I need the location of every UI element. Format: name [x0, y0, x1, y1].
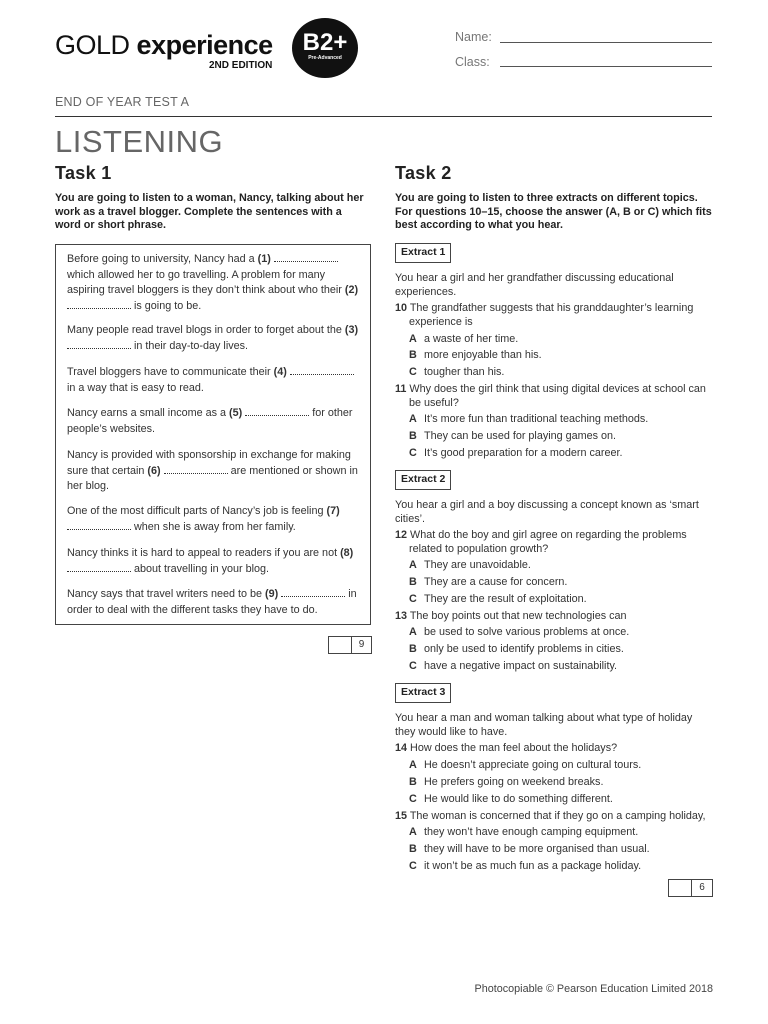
q11-option-c[interactable]: C It’s good preparation for a modern career. — [409, 447, 623, 459]
extract-2-context: You hear a girl and a boy discussing a concept known as ‘smart cities’. — [395, 499, 699, 525]
class-label: Class: — [455, 55, 490, 69]
q15-option-c[interactable]: C it won’t be as much fun as a package holiday. — [409, 860, 642, 872]
task1-item-5: Nancy is provided with sponsorship in exchange for making sure that certain (6) are mentioned or shown in her blog. — [67, 449, 358, 492]
brand-experience: experience — [136, 30, 273, 60]
header-divider — [55, 116, 712, 117]
test-title: END OF YEAR TEST A — [55, 95, 190, 109]
q13-option-b[interactable]: B only be used to identify problems in cities. — [409, 643, 624, 655]
question-14: 14 How does the man feel about the holidays? — [395, 742, 618, 754]
task1-heading: Task 1 — [55, 163, 112, 183]
task2-instructions: You are going to listen to three extracts on different topics. For questions 10–15, choose the answer (A, B or C) which fits best according to what you hear. — [395, 192, 712, 231]
q13-option-a[interactable]: A be used to solve various problems at once. — [409, 626, 630, 638]
gap-1[interactable] — [274, 252, 338, 262]
task1-item-3: Travel bloggers have to communicate their (4) in a way that is easy to read. — [67, 365, 363, 396]
gap-6[interactable] — [164, 464, 228, 474]
q11-option-b[interactable]: B They can be used for playing games on. — [409, 430, 617, 442]
brand-logo — [55, 30, 273, 61]
q14-option-a[interactable]: A He doesn’t appreciate going on cultural tours. — [409, 759, 642, 771]
q10-option-b[interactable]: B more enjoyable than his. — [409, 349, 542, 361]
task1-instructions: You are going to listen to a woman, Nancy, talking about her work as a travel blogger. Complete the sentences with a word or short phrase. — [55, 192, 364, 231]
gap-2[interactable] — [67, 299, 131, 309]
q10-option-a[interactable]: A a waste of her time. — [409, 333, 519, 345]
name-label: Name: — [455, 30, 492, 44]
q14-option-c[interactable]: C He would like to do something different. — [409, 793, 613, 805]
gap-3[interactable] — [67, 339, 131, 349]
brand-gold: GOLD — [55, 30, 130, 60]
level-badge — [292, 18, 358, 78]
task1-item-2: Many people read travel blogs in order to forget about the (3) in their day-to-day lives. — [67, 324, 359, 352]
gap-5[interactable] — [245, 406, 309, 416]
q12-option-b[interactable]: B They are a cause for concern. — [409, 576, 568, 588]
level-subtext: Pre-Advanced — [308, 55, 342, 61]
task1-score: 9 — [358, 639, 365, 650]
task1-item-6: One of the most difficult parts of Nancy’s job is feeling (7) when she is away from her family. — [67, 505, 340, 533]
gap-7[interactable] — [67, 520, 131, 530]
gap-9[interactable] — [281, 587, 345, 597]
gap-4[interactable] — [290, 365, 354, 375]
edition-label: 2ND EDITION — [209, 60, 273, 71]
q12-option-c[interactable]: C They are the result of exploitation. — [409, 593, 587, 605]
task2-heading: Task 2 — [395, 163, 452, 183]
q14-option-b[interactable]: B He prefers going on weekend breaks. — [409, 776, 604, 788]
extract-2-label: Extract 2 — [395, 470, 451, 490]
question-11: 11 Why does the girl think that using digital devices at school can be useful? — [395, 383, 706, 409]
extract-3-context: You hear a man and woman talking about what type of holiday they would like to have. — [395, 712, 693, 738]
level-text: B2+ — [302, 29, 348, 56]
gap-8[interactable] — [67, 562, 131, 572]
question-13: 13 The boy points out that new technologies can — [395, 610, 627, 622]
copyright-footer: Photocopiable © Pearson Education Limited 2018 — [474, 983, 713, 995]
q11-option-a[interactable]: A It’s more fun than traditional teaching methods. — [409, 413, 649, 425]
task1-item-8: Nancy says that travel writers need to be (9) in order to deal with the different tasks they have to do. — [67, 588, 357, 616]
task1-item-7: Nancy thinks it is hard to appeal to readers if you are not (8) about travelling in your blog. — [67, 547, 354, 575]
q15-option-b[interactable]: B they will have to be more organised than usual. — [409, 843, 650, 855]
task1-item-1: Before going to university, Nancy had a (1) which allowed her to go travelling. A problem for many aspiring travel bloggers is they don’t think about who their (2) is going to be. — [67, 253, 359, 312]
extract-3-label: Extract 3 — [395, 683, 451, 703]
name-field[interactable] — [500, 42, 712, 43]
q15-option-a[interactable]: A they won’t have enough camping equipment. — [409, 826, 639, 838]
extract-1-label: Extract 1 — [395, 243, 451, 263]
task1-item-4: Nancy earns a small income as a (5) for other people’s websites. — [67, 407, 353, 435]
task1-score-box[interactable] — [328, 636, 372, 654]
class-field[interactable] — [500, 66, 712, 67]
task2-score-box[interactable] — [668, 879, 713, 897]
task2-score: 6 — [699, 882, 705, 893]
question-15: 15 The woman is concerned that if they go on a camping holiday, — [395, 810, 706, 822]
q12-option-a[interactable]: A They are unavoidable. — [409, 559, 531, 571]
section-title: LISTENING — [55, 124, 224, 159]
question-12: 12 What do the boy and girl agree on regarding the problems related to population growth? — [395, 529, 687, 555]
q10-option-c[interactable]: C tougher than his. — [409, 366, 505, 378]
question-10: 10 The grandfather suggests that his granddaughter’s learning experience is — [395, 302, 694, 328]
q13-option-c[interactable]: C have a negative impact on sustainability. — [409, 660, 618, 672]
extract-1-context: You hear a girl and her grandfather discussing educational experiences. — [395, 272, 674, 298]
